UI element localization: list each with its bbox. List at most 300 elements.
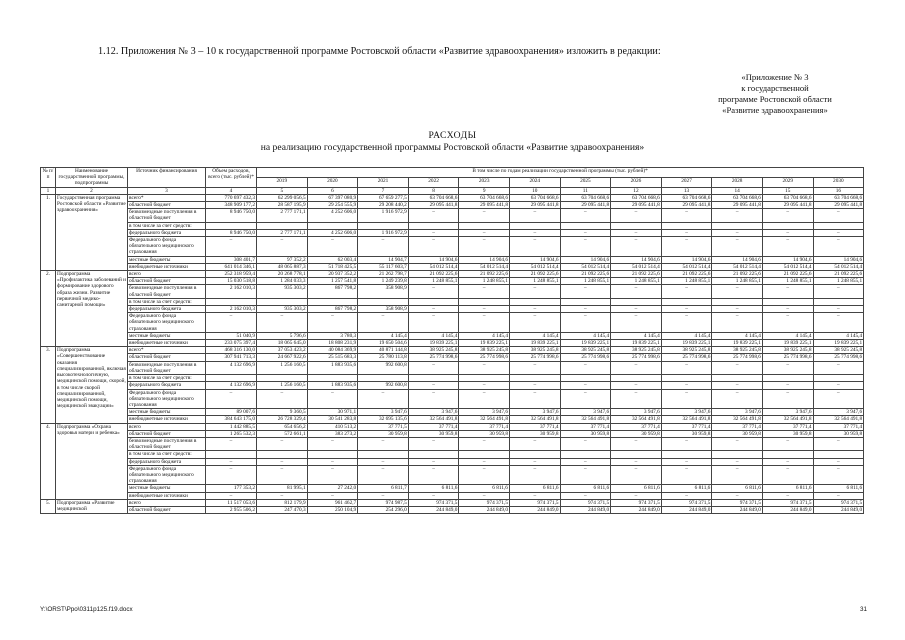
year-value [408,222,459,229]
table-row [41,194,864,201]
year-value: 32 564 491,8 [813,416,864,423]
year-value: – [813,361,864,374]
year-value: 974 371,5 [560,499,611,506]
year-value: – [762,389,813,409]
header-name: Наименование государственной программы, подпрограммы [56,168,128,188]
year-value [762,298,813,305]
year-value: 32 564 491,8 [712,416,763,423]
table-row [41,222,864,229]
year-value: – [408,382,459,389]
year-value: – [661,209,712,222]
year-value: – [358,389,409,409]
year-value: – [611,389,662,409]
table-row [41,437,864,450]
program-name: Подпрограмма «Профилактика заболеваний и формирование здорового образа жизни. Развитие первичной медико-санитарной помощи» [56,271,128,347]
funding-source: федерального бюджета [128,458,206,465]
total-value: – [206,465,257,485]
year-value: – [712,437,763,450]
total-value: – [206,492,257,499]
year-value: 54 012 514,4 [459,263,510,270]
year-value: 974 371,5 [813,499,864,506]
year-value: 51 718 425,5 [307,263,358,270]
table-row [41,347,864,354]
header-year: 2024 [509,177,560,187]
year-value: 54 012 514,4 [661,263,712,270]
year-value: – [358,437,409,450]
total-value: 177 353,2 [206,485,257,492]
table-row [41,458,864,465]
year-value: 20 937 352,2 [307,271,358,278]
year-value: 54 012 514,4 [560,263,611,270]
year-value: 3 947,6 [509,409,560,416]
year-value: – [408,237,459,257]
year-value: – [307,492,358,499]
funding-source: внебюджетные источники [128,340,206,347]
year-value: 5 796,6 [257,332,308,339]
year-value: 30 959,8 [459,430,510,437]
year-value: 244 849,0 [509,506,560,513]
year-value: – [560,313,611,333]
table-row [41,465,864,485]
year-value: 974 371,5 [661,499,712,506]
year-value [813,298,864,305]
year-value: 4 145,4 [712,332,763,339]
year-value: 244 849,0 [611,506,662,513]
year-value: 25 774 998,6 [712,354,763,361]
year-value: – [813,306,864,313]
year-value: 1 248 855,1 [762,278,813,285]
year-value: 1 256 160,5 [257,361,308,374]
year-value: 55 117 603,7 [358,263,409,270]
year-value [257,298,308,305]
year-value: 1 248 855,1 [509,278,560,285]
table-row [41,492,864,499]
year-value: 3 947,6 [358,409,409,416]
year-value: 38 925 245,8 [408,347,459,354]
total-value: 348 909 177,2 [206,202,257,209]
title-main: РАСХОДЫ [428,130,477,141]
year-value [661,298,712,305]
header-year: 2022 [408,177,459,187]
year-value: – [307,389,358,409]
year-value: 32 564 491,8 [509,416,560,423]
year-value: – [307,437,358,450]
year-value: – [661,306,712,313]
year-value: – [712,229,763,236]
year-value: – [611,382,662,389]
total-value: 51 040,9 [206,332,257,339]
total-value: 252 318 959,4 [206,271,257,278]
year-value: 2 777 171,1 [257,229,308,236]
year-value: – [560,209,611,222]
table-row [41,375,864,382]
total-value: 2 955 506,2 [206,506,257,513]
year-value: – [509,458,560,465]
year-value: – [712,306,763,313]
year-value: – [257,313,308,333]
year-value: – [762,306,813,313]
year-value: – [712,313,763,333]
year-value: 29 095 441,8 [560,202,611,209]
total-value [206,298,257,305]
year-value: 3 947,6 [560,409,611,416]
funding-source: местные бюджеты [128,409,206,416]
year-value: 30 959,8 [358,430,409,437]
year-value: 1 883 935,6 [307,382,358,389]
year-value [560,222,611,229]
annex-note [700,72,850,116]
year-value: 4 145,4 [611,332,662,339]
year-value: 38 925 245,8 [459,347,510,354]
year-value: 25 774 998,6 [813,354,864,361]
expenses-table [40,167,864,514]
year-value: – [509,465,560,485]
row-num: 1. [41,194,56,270]
year-value: – [611,209,662,222]
header-colnum: 7 [358,187,409,194]
year-value [358,298,409,305]
year-value: – [509,237,560,257]
header-colnum: 3 [128,187,206,194]
year-value [459,222,510,229]
header-year: 2020 [307,177,358,187]
year-value: – [813,465,864,485]
year-value: 1 284 033,3 [257,278,308,285]
header-colnum: 6 [307,187,358,194]
year-value: 63 704 668,6 [762,194,813,201]
year-value: 961 462,7 [307,499,358,506]
year-value: 4 252 606,0 [307,209,358,222]
table-row [41,306,864,313]
year-value: 974 371,5 [408,499,459,506]
year-value: 1 248 855,1 [560,278,611,285]
year-value: 29 095 441,8 [408,202,459,209]
year-value: – [408,437,459,450]
year-value: 27 242,0 [307,485,358,492]
total-value: – [206,313,257,333]
year-value: – [813,458,864,465]
year-value [813,222,864,229]
year-value: – [509,361,560,374]
funding-source: областной бюджет [128,430,206,437]
year-value [611,298,662,305]
funding-source: внебюджетные источники [128,416,206,423]
year-value: 19 839 225,1 [408,340,459,347]
funding-source: безвозмездные поступления в областной бюджет [128,209,206,222]
year-value: 29 254 555,9 [307,202,358,209]
table-row [41,485,864,492]
total-value: 307 941 713,3 [206,354,257,361]
total-value: – [206,237,257,257]
year-value: 38 925 245,8 [712,347,763,354]
year-value: 29 095 441,8 [611,202,662,209]
header-year: 2021 [358,177,409,187]
year-value: 1 248 855,1 [408,278,459,285]
table-row [41,423,864,430]
year-value: – [459,458,510,465]
year-value [307,222,358,229]
year-value: 32 564 491,8 [408,416,459,423]
table-row [41,278,864,285]
header-colnum: 1 [41,187,56,194]
funding-source: в том числе за счет средств: [128,451,206,458]
year-value: 3 947,6 [762,409,813,416]
total-value: 1 265 532,3 [206,430,257,437]
year-value [712,375,763,382]
funding-source: федерального бюджета [128,306,206,313]
year-value: – [408,361,459,374]
year-value: 54 012 514,4 [509,263,560,270]
year-value: – [509,229,560,236]
year-value: – [762,209,813,222]
year-value: 37 771,4 [408,423,459,430]
year-value: – [459,389,510,409]
year-value: 6 811,7 [358,485,409,492]
funding-source: в том числе за счет средств: [128,222,206,229]
year-value: 867 798,2 [307,285,358,298]
year-value: – [611,361,662,374]
year-value: – [560,492,611,499]
year-value: 37 053 423,2 [257,347,308,354]
year-value: – [712,209,763,222]
year-value [661,375,712,382]
year-value: 14 904,6 [611,256,662,263]
funding-source: всего [128,271,206,278]
year-value: – [611,437,662,450]
year-value: – [509,313,560,333]
annex-line: к государственной [741,83,809,93]
year-value: 3 947,6 [813,409,864,416]
funding-source: всего [128,499,206,506]
year-value [813,451,864,458]
year-value: 67 659 277,5 [358,194,409,201]
header-colnum: 2 [56,187,128,194]
funding-source: Федерального фонда обязательного медицинского страхования [128,237,206,257]
year-value: 244 849,0 [712,506,763,513]
year-value: 4 145,4 [560,332,611,339]
total-value: 233 075 397,4 [206,340,257,347]
year-value: 4 252 606,0 [307,229,358,236]
year-value: – [509,306,560,313]
funding-source: всего [128,423,206,430]
year-value: 244 849,0 [408,506,459,513]
year-value: 48 065 887,3 [257,263,308,270]
table-row [41,237,864,257]
year-value: – [611,313,662,333]
year-value: 54 012 514,4 [712,263,763,270]
year-value: 21 092 225,6 [762,271,813,278]
year-value: – [358,492,409,499]
year-value [712,451,763,458]
header-year: 2023 [459,177,510,187]
funding-source: безвозмездные поступления в областной бюджет [128,361,206,374]
year-value [611,222,662,229]
total-value: 468 316 130,0 [206,347,257,354]
year-value: 1 248 855,1 [459,278,510,285]
year-value: – [459,361,510,374]
year-value: – [509,285,560,298]
year-value: – [813,437,864,450]
year-value: 974 371,5 [762,499,813,506]
year-value [307,375,358,382]
year-value: – [661,389,712,409]
row-num: 3. [41,347,56,423]
header-colnum: 8 [408,187,459,194]
year-value: 244 849,0 [661,506,712,513]
total-value: – [206,389,257,409]
year-value: – [611,229,662,236]
year-value: 62 299 056,5 [257,194,308,201]
year-value: 25 774 998,6 [611,354,662,361]
year-value: – [611,458,662,465]
year-value: 1 248 855,1 [661,278,712,285]
year-value: 29 095 441,8 [509,202,560,209]
year-value: 4 145,4 [813,332,864,339]
year-value: 19 839 225,1 [712,340,763,347]
year-value: – [560,465,611,485]
year-value: – [762,492,813,499]
year-value: 25 774 998,6 [661,354,712,361]
year-value [661,222,712,229]
year-value: 1 256 160,5 [257,382,308,389]
funding-source: местные бюджеты [128,256,206,263]
year-value [257,222,308,229]
year-value: – [813,229,864,236]
year-value: 32 564 491,8 [459,416,510,423]
header-year: 2026 [611,177,662,187]
year-value: – [459,492,510,499]
header-year: 2025 [560,177,611,187]
year-value: 63 704 668,6 [408,194,459,201]
table-row [41,313,864,333]
year-value: – [712,382,763,389]
year-value: – [408,492,459,499]
year-value: – [459,285,510,298]
year-value: 37 771,4 [813,423,864,430]
year-value [509,375,560,382]
table-row [41,409,864,416]
year-value: 4 145,4 [762,332,813,339]
year-value: – [762,313,813,333]
year-value: – [661,237,712,257]
year-value: 254 296,0 [358,506,409,513]
year-value: 14 904,6 [661,256,712,263]
year-value: 29 208 440,2 [358,202,409,209]
table-row [41,285,864,298]
year-value: – [459,306,510,313]
total-value: 4 132 696,9 [206,382,257,389]
year-value: 3 947,6 [459,409,510,416]
year-value: 14 904,6 [712,256,763,263]
year-value: 29 095 441,8 [661,202,712,209]
year-value: 30 959,8 [661,430,712,437]
year-value: 30 959,8 [813,430,864,437]
year-value: 974 371,5 [459,499,510,506]
funding-source: всего* [128,194,206,201]
year-value: 30 959,8 [712,430,763,437]
table-row [41,451,864,458]
year-value: – [257,492,308,499]
year-value: 6 811,6 [459,485,510,492]
table-row [41,263,864,270]
header-year: 2028 [712,177,763,187]
funding-source: всего* [128,347,206,354]
row-num: 2. [41,271,56,347]
header-colnum: 14 [712,187,763,194]
year-value: – [712,285,763,298]
year-value: 37 771,4 [459,423,510,430]
year-value: 14 904,6 [762,256,813,263]
year-value: 250 104,9 [307,506,358,513]
total-value [206,375,257,382]
total-value [206,451,257,458]
year-value: 37 771,4 [611,423,662,430]
title-sub: на реализацию государственной программы Ростовской области «Развитие здравоохранения» [260,142,645,153]
year-value [509,451,560,458]
year-value: 25 774 998,6 [408,354,459,361]
year-value [560,451,611,458]
year-value: 38 925 245,8 [611,347,662,354]
year-value: 54 012 514,4 [408,263,459,270]
year-value: 244 849,0 [459,506,510,513]
total-value: 11 517 053,6 [206,499,257,506]
year-value: 29 095 441,8 [813,202,864,209]
year-value: 18 808 231,9 [307,340,358,347]
year-value [358,222,409,229]
header-colnum: 13 [661,187,712,194]
year-value [358,375,409,382]
funding-source: областной бюджет [128,202,206,209]
year-value: 38 925 245,8 [661,347,712,354]
year-value: 32 564 491,8 [762,416,813,423]
header-year: 2029 [762,177,813,187]
year-value: – [509,209,560,222]
header-colnum: 16 [813,187,864,194]
funding-source: в том числе за счет средств: [128,375,206,382]
table-row [41,499,864,506]
year-value: 9 360,5 [257,409,308,416]
year-value: 25 774 998,6 [762,354,813,361]
funding-source: внебюджетные источники [128,263,206,270]
total-value: 4 132 696,9 [206,361,257,374]
year-value: – [408,229,459,236]
year-value: 3 947,6 [408,409,459,416]
table-row [41,340,864,347]
year-value: 25 774 998,6 [560,354,611,361]
year-value: 63 704 668,6 [611,194,662,201]
year-value: 974 371,5 [611,499,662,506]
table-row [41,271,864,278]
year-value: – [762,229,813,236]
year-value: – [661,458,712,465]
funding-source: местные бюджеты [128,332,206,339]
year-value: – [560,382,611,389]
year-value: – [560,361,611,374]
year-value: 37 771,4 [762,423,813,430]
year-value: – [661,437,712,450]
year-value: 62 003,4 [307,256,358,263]
year-value: 37 771,4 [560,423,611,430]
year-value: – [408,306,459,313]
year-value: 21 092 225,6 [712,271,763,278]
year-value: – [661,313,712,333]
year-value: 2 777 171,1 [257,209,308,222]
table-row [41,202,864,209]
year-value: 37 771,4 [509,423,560,430]
total-value [206,222,257,229]
total-value: – [206,458,257,465]
funding-source: областной бюджет [128,278,206,285]
